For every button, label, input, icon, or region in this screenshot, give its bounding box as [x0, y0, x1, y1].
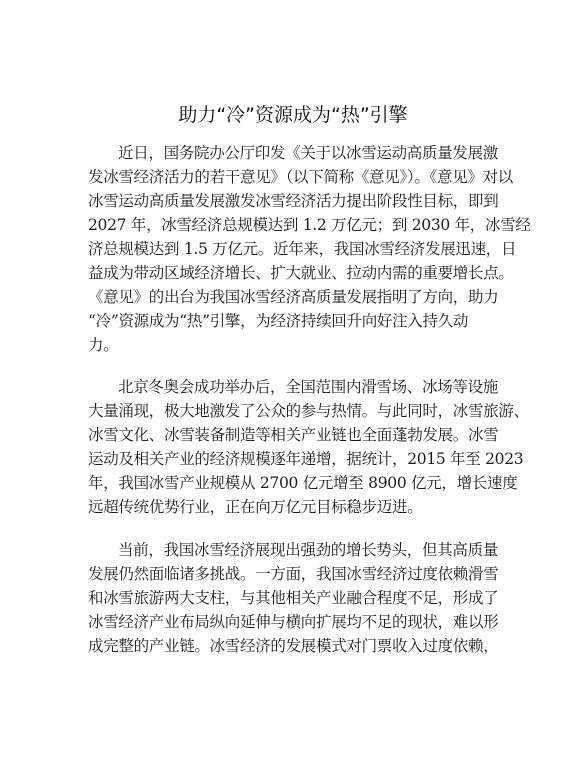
article-title: 助力“冷”资源成为“热”引擎	[178, 104, 408, 126]
paragraph-3-line-3: 和冰雪旅游两大支柱，与其他相关产业融合程度不足，形成了	[88, 589, 499, 607]
paragraph-3-line-2: 发展仍然面临诸多挑战。一方面，我国冰雪经济过度依赖滑雪	[88, 565, 499, 583]
paragraph-1-line-3: 冰雪运动高质量发展激发冰雪经济活力提出阶段性目标，即到	[88, 192, 499, 210]
paragraph-3-line-1: 当前，我国冰雪经济展现出强劲的增长势头，但其高质量	[118, 541, 499, 559]
paragraph-1-line-6: 益成为带动区域经济增长、扩大就业、拉动内需的重要增长点。	[88, 264, 514, 282]
paragraph-2-line-4: 运动及相关产业的经济规模逐年递增，据统计，2015 年至 2023	[88, 450, 524, 468]
paragraph-2-line-6: 远超传统优势行业，正在向万亿元目标稳步迈进。	[88, 498, 423, 516]
paragraph-1-line-7: 《意见》的出台为我国冰雪经济高质量发展指明了方向，助力	[88, 288, 499, 306]
paragraph-1-line-9: 力。	[88, 336, 119, 354]
paragraph-2-line-2: 大量涌现，极大地激发了公众的参与热情。与此同时，冰雪旅游、	[88, 402, 529, 420]
paragraph-1-line-5: 济总规模达到 1.5 万亿元。近年来，我国冰雪经济发展迅速，日	[88, 240, 517, 258]
paragraph-1-line-8: “冷”资源成为“热”引擎，为经济持续回升向好注入持久动	[88, 312, 469, 330]
paragraph-3-line-5: 成完整的产业链。冰雪经济的发展模式对门票收入过度依赖，	[88, 637, 499, 655]
paragraph-2-line-3: 冰雪文化、冰雪装备制造等相关产业链也全面蓬勃发展。冰雪	[88, 426, 499, 444]
paragraph-3-line-4: 冰雪经济产业布局纵向延伸与横向扩展均不足的现状，难以形	[88, 613, 499, 631]
paragraph-2-line-1: 北京冬奥会成功举办后，全国范围内滑雪场、冰场等设施	[118, 378, 499, 396]
paragraph-1-line-2: 发冰雪经济活力的若干意见》（以下简称《意见》）。《意见》对以	[88, 168, 514, 186]
paragraph-1-line-1: 近日，国务院办公厅印发《关于以冰雪运动高质量发展激	[118, 144, 499, 162]
paragraph-1-line-4: 2027 年，冰雪经济总规模达到 1.2 万亿元；到 2030 年，冰雪经	[88, 216, 531, 234]
paragraph-2-line-5: 年，我国冰雪产业规模从 2700 亿元增至 8900 亿元，增长速度	[88, 474, 518, 492]
